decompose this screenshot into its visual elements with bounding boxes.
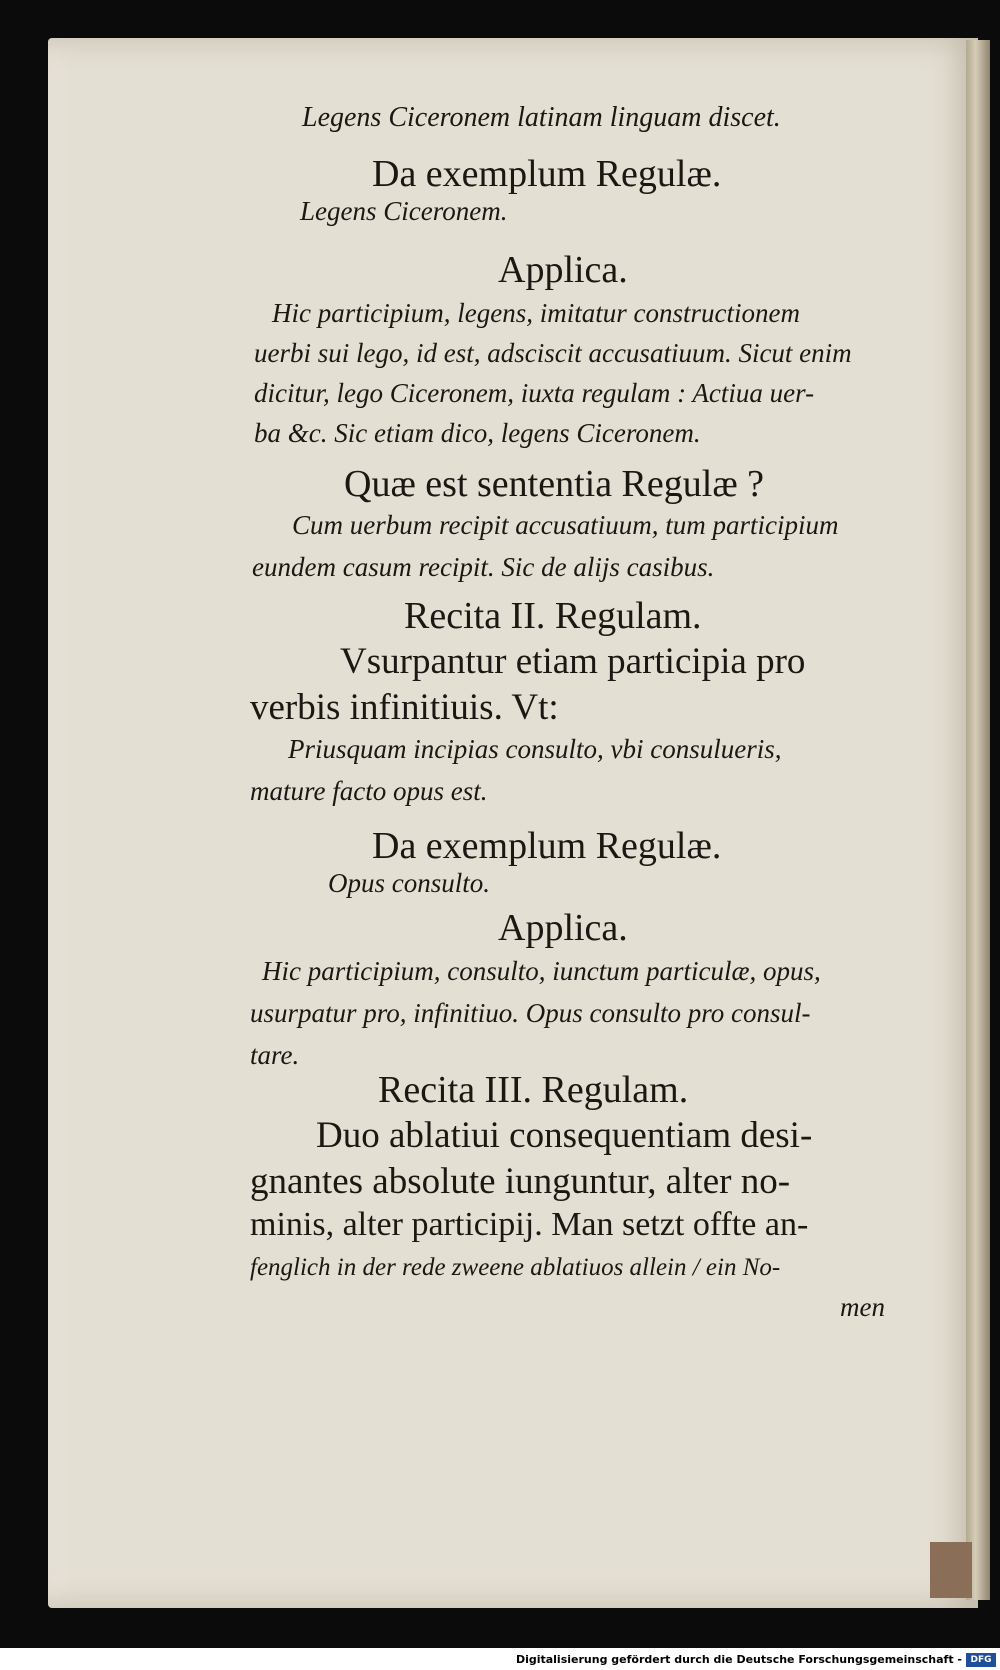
example-line-3: mature facto opus est. xyxy=(250,776,488,806)
heading-applica-2: Applica. xyxy=(498,907,628,949)
text-line-22: tare. xyxy=(250,1040,300,1070)
bookmark-ribbon xyxy=(930,1542,972,1598)
text-line-10: Cum uerbum recipit accusatiuum, tum participium xyxy=(292,510,839,540)
rule-line-3: Duo ablatiui consequentiam desi- xyxy=(316,1115,813,1156)
catchword: men xyxy=(840,1292,885,1322)
text-line-21: usurpatur pro, infinitiuo. Opus consulto pro consul- xyxy=(250,998,811,1028)
rule-line-2: verbis infinitiuis. Vt: xyxy=(250,687,559,728)
text-line-1: Legens Ciceronem latinam linguam discet. xyxy=(302,102,781,133)
rule-line-5: minis, alter participij. Man setzt offte an- xyxy=(250,1206,809,1243)
text-line-6: uerbi sui lego, id est, adsciscit accusatiuum. Sicut enim xyxy=(254,338,852,368)
page-edge xyxy=(966,40,990,1600)
rule-line-4: gnantes absolute iunguntur, alter no- xyxy=(250,1161,791,1202)
text-line-5: Hic participium, legens, imitatur constructionem xyxy=(272,298,800,328)
heading-da-exemplum-1: Da exemplum Regulæ. xyxy=(372,153,722,195)
footer-bar xyxy=(0,1648,1000,1670)
rule-line-1: Vsurpantur etiam participia pro xyxy=(340,641,806,682)
heading-applica-1: Applica. xyxy=(498,249,628,291)
heading-quae-est-sententia: Quæ est sententia Regulæ ? xyxy=(344,463,765,505)
example-line-2: Priusquam incipias consulto, vbi consulueris, xyxy=(288,734,782,764)
text-line-8: ba &c. Sic etiam dico, legens Ciceronem. xyxy=(254,418,701,448)
footer-credit: Digitalisierung gefördert durch die Deutsche Forschungsgemeinschaft - xyxy=(515,1653,962,1666)
german-line-1: fenglich in der rede zweene ablatiuos allein / ein No- xyxy=(250,1254,781,1281)
example-line-1: Legens Ciceronem. xyxy=(300,196,508,226)
text-line-11: eundem casum recipit. Sic de alijs casibus. xyxy=(252,552,715,582)
heading-recita-iii: Recita III. Regulam. xyxy=(378,1069,689,1111)
heading-recita-ii: Recita II. Regulam. xyxy=(404,595,702,637)
heading-da-exemplum-2: Da exemplum Regulæ. xyxy=(372,825,722,867)
text-line-20: Hic participium, consulto, iunctum particulæ, opus, xyxy=(262,956,821,986)
text-line-7: dicitur, lego Ciceronem, iuxta regulam : Actiua uer- xyxy=(254,378,815,408)
example-line-4: Opus consulto. xyxy=(328,868,490,898)
dfg-logo: DFG xyxy=(966,1653,996,1667)
